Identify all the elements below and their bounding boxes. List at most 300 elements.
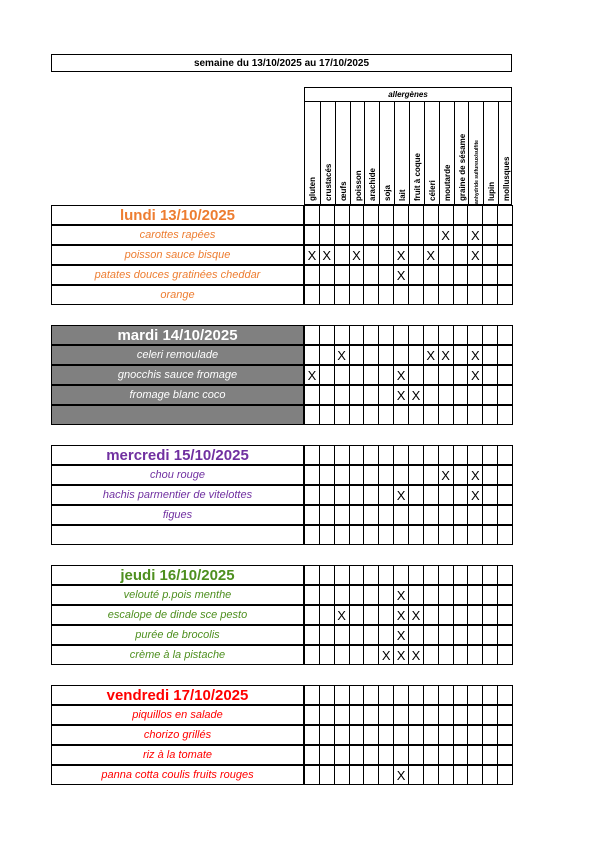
menu-item-row xyxy=(51,586,512,606)
allergen-column-12 xyxy=(483,102,498,204)
menu-item-row xyxy=(51,506,512,526)
menu-item-name: piquillos en salade xyxy=(51,705,304,725)
allergen-cell xyxy=(467,765,483,785)
allergen-cell xyxy=(497,705,513,725)
allergen-cell xyxy=(467,645,483,665)
day-title: vendredi 17/10/2025 xyxy=(51,685,304,705)
allergen-mark: X xyxy=(352,247,361,263)
allergen-cell xyxy=(378,345,394,365)
allergen-cell xyxy=(304,325,320,345)
allergen-cell xyxy=(408,325,424,345)
allergen-cell xyxy=(349,685,365,705)
allergen-cell xyxy=(438,705,454,725)
menu-item-name: hachis parmentier de vitelottes xyxy=(51,485,304,505)
allergen-cell xyxy=(453,645,469,665)
allergen-cell xyxy=(453,505,469,525)
allergen-label: poisson xyxy=(353,170,363,201)
allergen-cell xyxy=(319,705,335,725)
allergen-cell xyxy=(467,465,483,485)
allergen-cell xyxy=(453,685,469,705)
allergen-cell xyxy=(467,325,483,345)
allergen-mark: X xyxy=(396,647,406,663)
allergen-cell xyxy=(304,565,320,585)
allergen-mark: X xyxy=(396,487,406,503)
allergen-cell xyxy=(334,605,350,625)
allergen-cell xyxy=(319,485,335,505)
allergen-column-8 xyxy=(424,102,439,204)
allergen-cell xyxy=(438,285,454,305)
allergen-cell xyxy=(497,745,513,765)
menu-item-name: figues xyxy=(51,505,304,525)
allergen-cell xyxy=(378,245,394,265)
allergen-cell xyxy=(408,505,424,525)
allergen-cell xyxy=(319,325,335,345)
allergen-cell xyxy=(319,605,335,625)
allergen-cell xyxy=(393,525,409,545)
allergen-cell xyxy=(438,485,454,505)
allergen-cell xyxy=(378,745,394,765)
allergen-cell xyxy=(334,505,350,525)
allergen-cell xyxy=(438,585,454,605)
menu-item-row xyxy=(51,486,512,506)
menu-item-name: panna cotta coulis fruits rouges xyxy=(51,765,304,785)
allergen-cell xyxy=(378,685,394,705)
allergen-label: graine de sésame xyxy=(457,133,467,201)
allergen-cell xyxy=(319,585,335,605)
allergen-cell xyxy=(408,205,424,225)
allergen-cell xyxy=(453,625,469,645)
menu-item-row xyxy=(51,366,512,386)
allergen-cell xyxy=(349,405,365,425)
allergen-cell xyxy=(349,445,365,465)
allergen-cell xyxy=(319,385,335,405)
allergen-cell xyxy=(482,365,498,385)
allergen-cell xyxy=(393,705,409,725)
allergen-cell xyxy=(497,385,513,405)
allergen-cell xyxy=(453,745,469,765)
allergen-cell xyxy=(393,265,409,285)
allergen-cell xyxy=(319,445,335,465)
allergen-cell xyxy=(482,685,498,705)
menu-item-name: orange xyxy=(51,285,304,305)
allergen-mark: X xyxy=(396,367,406,383)
allergen-cell xyxy=(304,285,320,305)
allergen-cell xyxy=(319,565,335,585)
allergen-cell xyxy=(349,365,365,385)
menu-item-row xyxy=(51,706,512,726)
allergen-cell xyxy=(408,345,424,365)
allergen-cell xyxy=(423,705,439,725)
allergen-cell xyxy=(363,745,379,765)
allergen-cell xyxy=(497,405,513,425)
allergen-cell xyxy=(408,445,424,465)
allergen-cell xyxy=(482,565,498,585)
allergen-cell xyxy=(423,685,439,705)
allergen-cell xyxy=(304,625,320,645)
allergen-cell xyxy=(497,285,513,305)
allergen-cell xyxy=(393,745,409,765)
allergen-cell xyxy=(363,505,379,525)
allergen-mark: X xyxy=(337,607,346,623)
allergen-cell xyxy=(334,465,350,485)
menu-item-name: patates douces gratinées cheddar xyxy=(51,265,304,285)
allergen-cell xyxy=(467,705,483,725)
allergen-cell xyxy=(363,285,379,305)
allergen-cell xyxy=(334,325,350,345)
allergen-cell xyxy=(438,765,454,785)
allergen-cell xyxy=(467,405,483,425)
allergen-cell xyxy=(304,585,320,605)
allergen-cell xyxy=(423,625,439,645)
allergen-cell xyxy=(319,685,335,705)
allergen-cell xyxy=(408,485,424,505)
allergen-cell xyxy=(393,365,409,385)
allergen-mark: X xyxy=(471,247,480,263)
allergen-cell xyxy=(482,205,498,225)
allergen-cell xyxy=(453,465,469,485)
menu-item-name: velouté p.pois menthe xyxy=(51,585,304,605)
allergen-cell xyxy=(349,285,365,305)
allergen-cell xyxy=(497,645,513,665)
allergen-cell xyxy=(363,485,379,505)
allergen-cell xyxy=(497,245,513,265)
allergen-cell xyxy=(453,565,469,585)
day-title: jeudi 16/10/2025 xyxy=(51,565,304,585)
allergen-mark: X xyxy=(471,487,480,503)
allergen-cell xyxy=(378,365,394,385)
allergen-cell xyxy=(378,325,394,345)
allergen-header-box xyxy=(304,87,512,205)
allergen-cell xyxy=(363,585,379,605)
allergen-cell xyxy=(378,765,394,785)
menu-item-name xyxy=(51,525,304,545)
allergen-cell xyxy=(349,225,365,245)
allergen-cell xyxy=(482,405,498,425)
allergen-cell xyxy=(304,205,320,225)
allergen-label: soja xyxy=(383,184,393,201)
menu-item-row xyxy=(51,526,512,546)
allergen-cell xyxy=(349,745,365,765)
allergen-cell xyxy=(378,465,394,485)
allergen-cell xyxy=(319,465,335,485)
allergen-cell xyxy=(497,265,513,285)
allergen-cell xyxy=(319,405,335,425)
allergen-cell xyxy=(438,345,454,365)
allergen-cell xyxy=(438,245,454,265)
allergen-cell xyxy=(438,325,454,345)
allergen-mark: X xyxy=(307,367,317,383)
allergen-cell xyxy=(423,445,439,465)
allergen-label: lait xyxy=(398,189,408,201)
allergen-cell xyxy=(304,725,320,745)
allergen-cell xyxy=(363,565,379,585)
allergen-label: mollusques xyxy=(502,156,512,201)
allergen-cell xyxy=(349,505,365,525)
allergen-cell xyxy=(453,285,469,305)
allergen-cell xyxy=(438,625,454,645)
allergen-cell xyxy=(408,585,424,605)
allergen-cell xyxy=(393,645,409,665)
allergen-cell xyxy=(393,485,409,505)
allergen-cell xyxy=(319,365,335,385)
allergen-cell xyxy=(393,385,409,405)
allergen-cell xyxy=(497,525,513,545)
allergen-cell xyxy=(467,345,483,365)
allergen-cell xyxy=(438,445,454,465)
allergen-cell xyxy=(438,505,454,525)
allergen-column-1 xyxy=(320,102,335,204)
menu-item-row xyxy=(51,286,512,306)
allergen-cell xyxy=(467,385,483,405)
allergen-mark: X xyxy=(396,267,406,283)
allergen-cell xyxy=(334,205,350,225)
allergen-cell xyxy=(363,445,379,465)
allergen-cell xyxy=(334,745,350,765)
allergen-cell xyxy=(393,245,409,265)
allergen-cell xyxy=(334,225,350,245)
allergen-cell xyxy=(467,725,483,745)
allergen-cell xyxy=(482,225,498,245)
allergen-cell xyxy=(408,465,424,485)
allergen-mark: X xyxy=(471,347,480,363)
allergen-column-7 xyxy=(409,102,424,204)
allergen-cell xyxy=(393,685,409,705)
allergen-mark: X xyxy=(396,607,406,623)
allergen-cell xyxy=(334,725,350,745)
day-title: mercredi 15/10/2025 xyxy=(51,445,304,465)
allergen-cell xyxy=(334,565,350,585)
allergen-cell xyxy=(408,385,424,405)
allergen-cell xyxy=(334,485,350,505)
allergen-column-13 xyxy=(498,102,513,204)
allergen-cell xyxy=(304,265,320,285)
allergen-cell xyxy=(393,205,409,225)
allergen-cell xyxy=(378,585,394,605)
allergen-cell xyxy=(319,285,335,305)
allergen-cell xyxy=(467,365,483,385)
allergen-cell xyxy=(438,205,454,225)
allergen-cell xyxy=(378,385,394,405)
allergen-cell xyxy=(482,625,498,645)
menu-item-row xyxy=(51,386,512,406)
allergen-cell xyxy=(453,385,469,405)
menu-item-row xyxy=(51,466,512,486)
allergen-column-10 xyxy=(454,102,469,204)
allergen-cell xyxy=(423,205,439,225)
allergen-cell xyxy=(304,365,320,385)
menu-item-name: fromage blanc coco xyxy=(51,385,304,405)
allergen-cell xyxy=(438,385,454,405)
allergen-cell xyxy=(467,625,483,645)
allergen-cell xyxy=(363,225,379,245)
allergen-cell xyxy=(319,265,335,285)
allergen-cell xyxy=(304,465,320,485)
menu-item-row xyxy=(51,406,512,426)
allergen-cell xyxy=(467,205,483,225)
allergen-cell xyxy=(482,465,498,485)
allergen-cell xyxy=(304,225,320,245)
allergen-cell xyxy=(363,685,379,705)
allergen-cell xyxy=(393,445,409,465)
allergen-cell xyxy=(467,745,483,765)
menu-item-row xyxy=(51,246,512,266)
allergen-cell xyxy=(482,485,498,505)
allergen-cell xyxy=(423,245,439,265)
allergen-cell xyxy=(304,485,320,505)
allergen-cell xyxy=(497,225,513,245)
allergen-cell xyxy=(497,725,513,745)
allergen-cell xyxy=(453,705,469,725)
allergen-cell xyxy=(497,325,513,345)
allergen-cell xyxy=(334,765,350,785)
allergen-cell xyxy=(408,225,424,245)
allergen-mark: X xyxy=(471,467,480,483)
allergen-cell xyxy=(349,325,365,345)
allergen-cell xyxy=(334,365,350,385)
menu-item-name: purée de brocolis xyxy=(51,625,304,645)
allergen-cell xyxy=(408,705,424,725)
allergen-cell xyxy=(378,265,394,285)
allergen-cell xyxy=(349,605,365,625)
allergen-column-11 xyxy=(468,102,483,204)
allergen-cell xyxy=(408,525,424,545)
allergen-mark: X xyxy=(426,247,436,263)
menu-item-row xyxy=(51,726,512,746)
allergen-cell xyxy=(334,585,350,605)
allergen-cell xyxy=(423,505,439,525)
allergen-cell xyxy=(393,325,409,345)
allergen-cell xyxy=(423,585,439,605)
allergen-cell xyxy=(497,565,513,585)
allergen-cell xyxy=(363,325,379,345)
allergen-cell xyxy=(349,645,365,665)
allergen-cell xyxy=(467,225,483,245)
allergen-cell xyxy=(363,465,379,485)
menu-item-row xyxy=(51,266,512,286)
allergen-column-0 xyxy=(305,102,320,204)
allergen-cell xyxy=(304,445,320,465)
allergen-cell xyxy=(438,405,454,425)
allergen-cell xyxy=(438,225,454,245)
allergen-cell xyxy=(408,625,424,645)
allergen-cell xyxy=(423,325,439,345)
allergen-cell xyxy=(482,445,498,465)
allergen-cell xyxy=(482,505,498,525)
allergen-cell xyxy=(408,245,424,265)
allergen-cell xyxy=(349,265,365,285)
allergen-cell xyxy=(408,365,424,385)
allergen-cell xyxy=(453,585,469,605)
allergen-label: moutarde xyxy=(442,164,452,201)
allergen-cell xyxy=(393,585,409,605)
allergen-cell xyxy=(467,565,483,585)
allergen-mark: X xyxy=(307,247,317,263)
allergen-cell xyxy=(349,625,365,645)
allergen-cell xyxy=(408,265,424,285)
allergen-cell xyxy=(363,205,379,225)
allergen-cell xyxy=(378,285,394,305)
allergen-cell xyxy=(378,505,394,525)
allergen-cell xyxy=(467,445,483,465)
allergen-cell xyxy=(334,445,350,465)
allergen-label: lupin xyxy=(487,181,497,201)
allergen-cell xyxy=(423,745,439,765)
allergen-cell xyxy=(363,605,379,625)
allergen-cell xyxy=(363,385,379,405)
allergen-cell xyxy=(482,585,498,605)
allergen-cell xyxy=(378,405,394,425)
allergen-cell xyxy=(378,625,394,645)
menu-item-name: celeri remoulade xyxy=(51,345,304,365)
menu-item-name: crème à la pistache xyxy=(51,645,304,665)
allergen-label: gluten xyxy=(308,177,317,201)
allergen-cell xyxy=(408,745,424,765)
allergen-cell xyxy=(453,205,469,225)
allergen-cell xyxy=(304,345,320,365)
allergen-cell xyxy=(304,605,320,625)
allergen-cell xyxy=(482,385,498,405)
allergen-cell xyxy=(453,225,469,245)
allergen-cell xyxy=(423,645,439,665)
allergen-cell xyxy=(438,645,454,665)
allergen-cell xyxy=(497,505,513,525)
allergen-cell xyxy=(423,345,439,365)
allergen-column-3 xyxy=(350,102,365,204)
allergen-cell xyxy=(453,345,469,365)
allergen-cell xyxy=(482,245,498,265)
allergen-cell xyxy=(363,705,379,725)
allergen-cell xyxy=(482,745,498,765)
allergen-mark: X xyxy=(411,607,421,623)
allergen-mark: X xyxy=(381,647,391,663)
allergen-label: céleri xyxy=(427,180,437,201)
menu-item-name: poisson sauce bisque xyxy=(51,245,304,265)
allergen-column-6 xyxy=(394,102,409,204)
allergen-cell xyxy=(319,525,335,545)
allergen-cell xyxy=(363,625,379,645)
menu-item-name: carottes rapées xyxy=(51,225,304,245)
allergen-cell xyxy=(334,405,350,425)
allergen-cell xyxy=(334,625,350,645)
allergen-column-5 xyxy=(379,102,394,204)
allergen-cell xyxy=(304,525,320,545)
allergen-cell xyxy=(334,285,350,305)
allergen-cell xyxy=(482,765,498,785)
allergen-cell xyxy=(453,265,469,285)
allergen-mark: X xyxy=(411,647,421,663)
allergen-cell xyxy=(423,525,439,545)
allergen-cell xyxy=(378,605,394,625)
menu-item-row xyxy=(51,646,512,666)
allergen-cell xyxy=(378,445,394,465)
allergen-cell xyxy=(408,765,424,785)
allergen-cell xyxy=(393,225,409,245)
menu-item-row xyxy=(51,746,512,766)
day-title: mardi 14/10/2025 xyxy=(51,325,304,345)
allergen-cell xyxy=(319,225,335,245)
allergen-cell xyxy=(453,365,469,385)
allergen-cell xyxy=(467,585,483,605)
allergen-cell xyxy=(393,505,409,525)
allergen-cell xyxy=(304,745,320,765)
allergen-header-label: allergènes xyxy=(305,88,511,102)
allergen-cell xyxy=(319,345,335,365)
allergen-cell xyxy=(482,265,498,285)
allergen-cell xyxy=(438,745,454,765)
allergen-cell xyxy=(423,385,439,405)
allergen-cell xyxy=(378,565,394,585)
allergen-cell xyxy=(423,605,439,625)
